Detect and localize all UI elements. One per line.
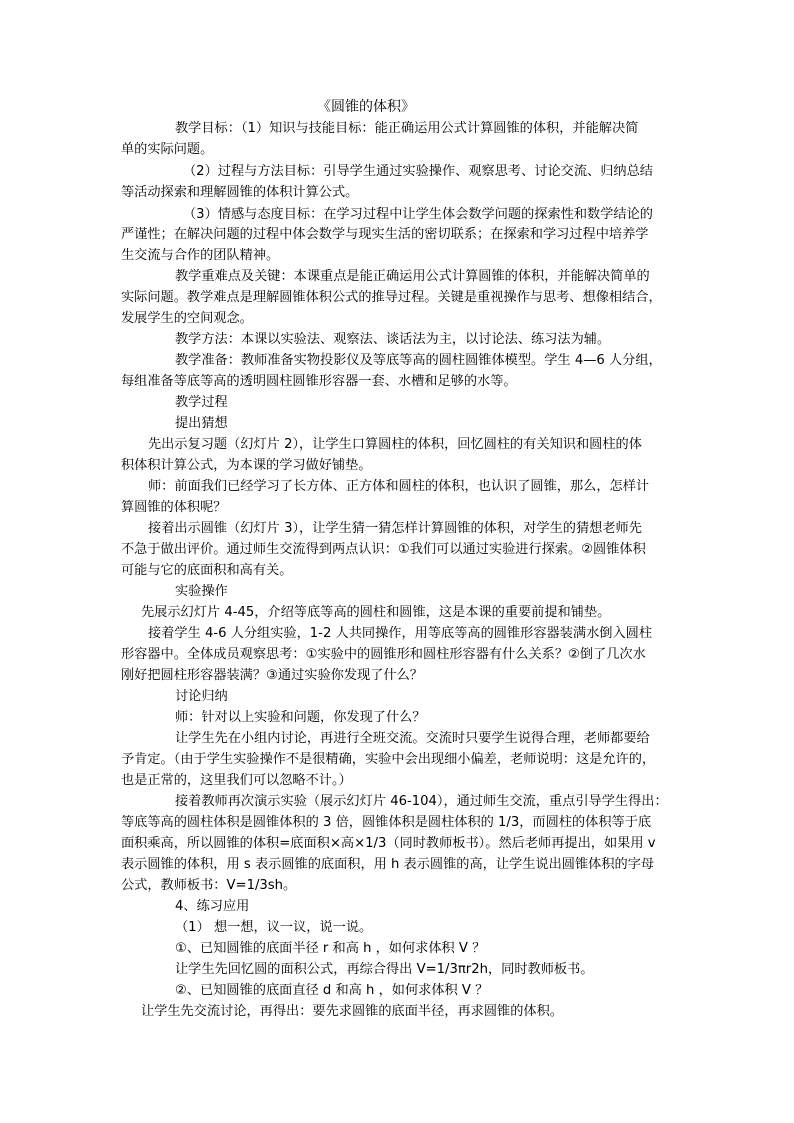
paragraph-line: 先展示幻灯片 4-45，介绍等底等高的圆柱和圆锥，这是本课的重要前提和铺垫。 xyxy=(141,605,611,620)
paragraph-line: 形容器中。全体成员观察思考：①实验中的圆锥形和圆柱形容器有什么关系？②倒了几次水 xyxy=(121,647,646,662)
paragraph-line: 教学目标：（1）知识与技能目标：能正确运用公式计算圆锥的体积，并能解决简 xyxy=(175,121,639,136)
paragraph-line: 单的实际问题。 xyxy=(121,142,214,157)
paragraph-line: 积体积计算公式，为本课的学习做好铺垫。 xyxy=(121,458,372,473)
paragraph-line: 教学重难点及关键：本课重点是能正确运用公式计算圆锥的体积，并能解决简单的 xyxy=(175,269,650,284)
section-heading: 讨论归纳 xyxy=(175,689,228,704)
paragraph-line: 先出示复习题（幻灯片 2），让学生口算圆柱的体积，回忆圆柱的有关知识和圆柱的体 xyxy=(148,437,642,452)
paragraph-line: （1） 想一想，议一议，说一说。 xyxy=(175,920,373,935)
paragraph-line: 公式，教师板书：V=1/3sh。 xyxy=(121,878,297,893)
paragraph-line: ①、已知圆锥的底面半径 r 和高 h ，如何求体积 V ？ xyxy=(175,941,486,956)
paragraph-line: 等底等高的圆柱体积是圆锥体积的 3 倍，圆锥体积是圆柱体积的 1/3，而圆柱的体积等于底 xyxy=(121,815,652,830)
paragraph-line: ②、已知圆锥的底面直径 d 和高 h ，如何求体积 V ？ xyxy=(175,983,489,998)
paragraph-line: 教学方法：本课以实验法、观察法、谈话法为主，以讨论法、练习法为辅。 xyxy=(175,332,611,347)
paragraph-line: 算圆锥的体积呢？ xyxy=(121,500,227,515)
section-heading: 实验操作 xyxy=(175,584,228,599)
paragraph-line: 教学准备：教师准备实物投影仪及等底等高的圆柱圆锥体模型。学生 4—6 人分组， xyxy=(175,353,662,368)
paragraph-line: 等活动探索和理解圆锥的体积计算公式。 xyxy=(121,185,359,200)
paragraph-line: 不急于做出评价。通过师生交流得到两点认识：①我们可以通过实验进行探索。②圆锥体积 xyxy=(121,542,646,557)
paragraph-line: 面积乘高，所以圆锥的体积=底面积×高×1/3（同时教师板书）。然后老师再提出，如果用 v xyxy=(121,836,656,851)
paragraph-line: 也是正常的，这里我们可以忽略不计。） xyxy=(121,773,352,788)
paragraph-line: 发展学生的空间观念。 xyxy=(121,311,253,326)
paragraph-line: 刚好把圆柱形容器装满？③通过实验你发现了什么？ xyxy=(121,668,423,683)
paragraph-line: 可能与它的底面积和高有关。 xyxy=(121,563,293,578)
paragraph-line: 生交流与合作的团队精神。 xyxy=(121,248,280,263)
paragraph-line: 师：前面我们已经学习了长方体、正方体和圆柱的体积，也认识了圆锥，那么，怎样计 xyxy=(148,479,650,494)
paragraph-line: 接着学生 4-6 人分组实验，1-2 人共同操作，用等底等高的圆锥形容器装满水倒入圆柱 xyxy=(148,626,653,641)
paragraph-line: （3）情感与态度目标：在学习过程中让学生体会数学问题的探索性和数学结论的 xyxy=(183,207,653,222)
paragraph-line: 接着教师再次演示实验（展示幻灯片 46-104），通过师生交流，重点引导学生得出： xyxy=(175,794,668,809)
paragraph-line: 予肯定。（由于学生实验操作不是很精确，实验中会出现细小偏差，老师说明：这是允许的， xyxy=(121,752,656,767)
section-heading: 教学过程 xyxy=(175,395,228,410)
document-title: 《圆锥的体积》 xyxy=(317,99,415,115)
paragraph-line: 让学生先回忆圆的面积公式，再综合得出 V=1/3πr2h，同时教师板书。 xyxy=(175,962,594,977)
paragraph-line: 接着出示圆锥（幻灯片 3），让学生猜一猜怎样计算圆锥的体积，对学生的猜想老师先 xyxy=(148,521,642,536)
section-heading: 4、练习应用 xyxy=(175,899,250,914)
paragraph-line: 严谨性；在解决问题的过程中体会数学与现实生活的密切联系；在探索和学习过程中培养学 xyxy=(121,227,649,242)
paragraph-line: 每组准备等底等高的透明圆柱圆锥形容器一套、水槽和足够的水等。 xyxy=(121,374,517,389)
paragraph-line: 让学生先交流讨论，再得出：要先求圆锥的底面半径，再求圆锥的体积。 xyxy=(141,1004,563,1019)
paragraph-line: 让学生先在小组内讨论，再进行全班交流。交流时只要学生说得合理，老师都要给 xyxy=(175,731,650,746)
paragraph-line: 师：针对以上实验和问题，你发现了什么？ xyxy=(175,710,426,725)
paragraph-line: 表示圆锥的体积，用 s 表示圆锥的底面积，用 h 表示圆锥的高，让学生说出圆锥体积的字母 xyxy=(121,857,655,872)
section-heading: 提出猜想 xyxy=(175,416,228,431)
paragraph-line: 实际问题。教学难点是理解圆锥体积公式的推导过程。关键是重视操作与思考、想像相结合， xyxy=(121,290,662,305)
paragraph-line: （2）过程与方法目标：引导学生通过实验操作、观察思考、讨论交流、归纳总结 xyxy=(183,164,653,179)
